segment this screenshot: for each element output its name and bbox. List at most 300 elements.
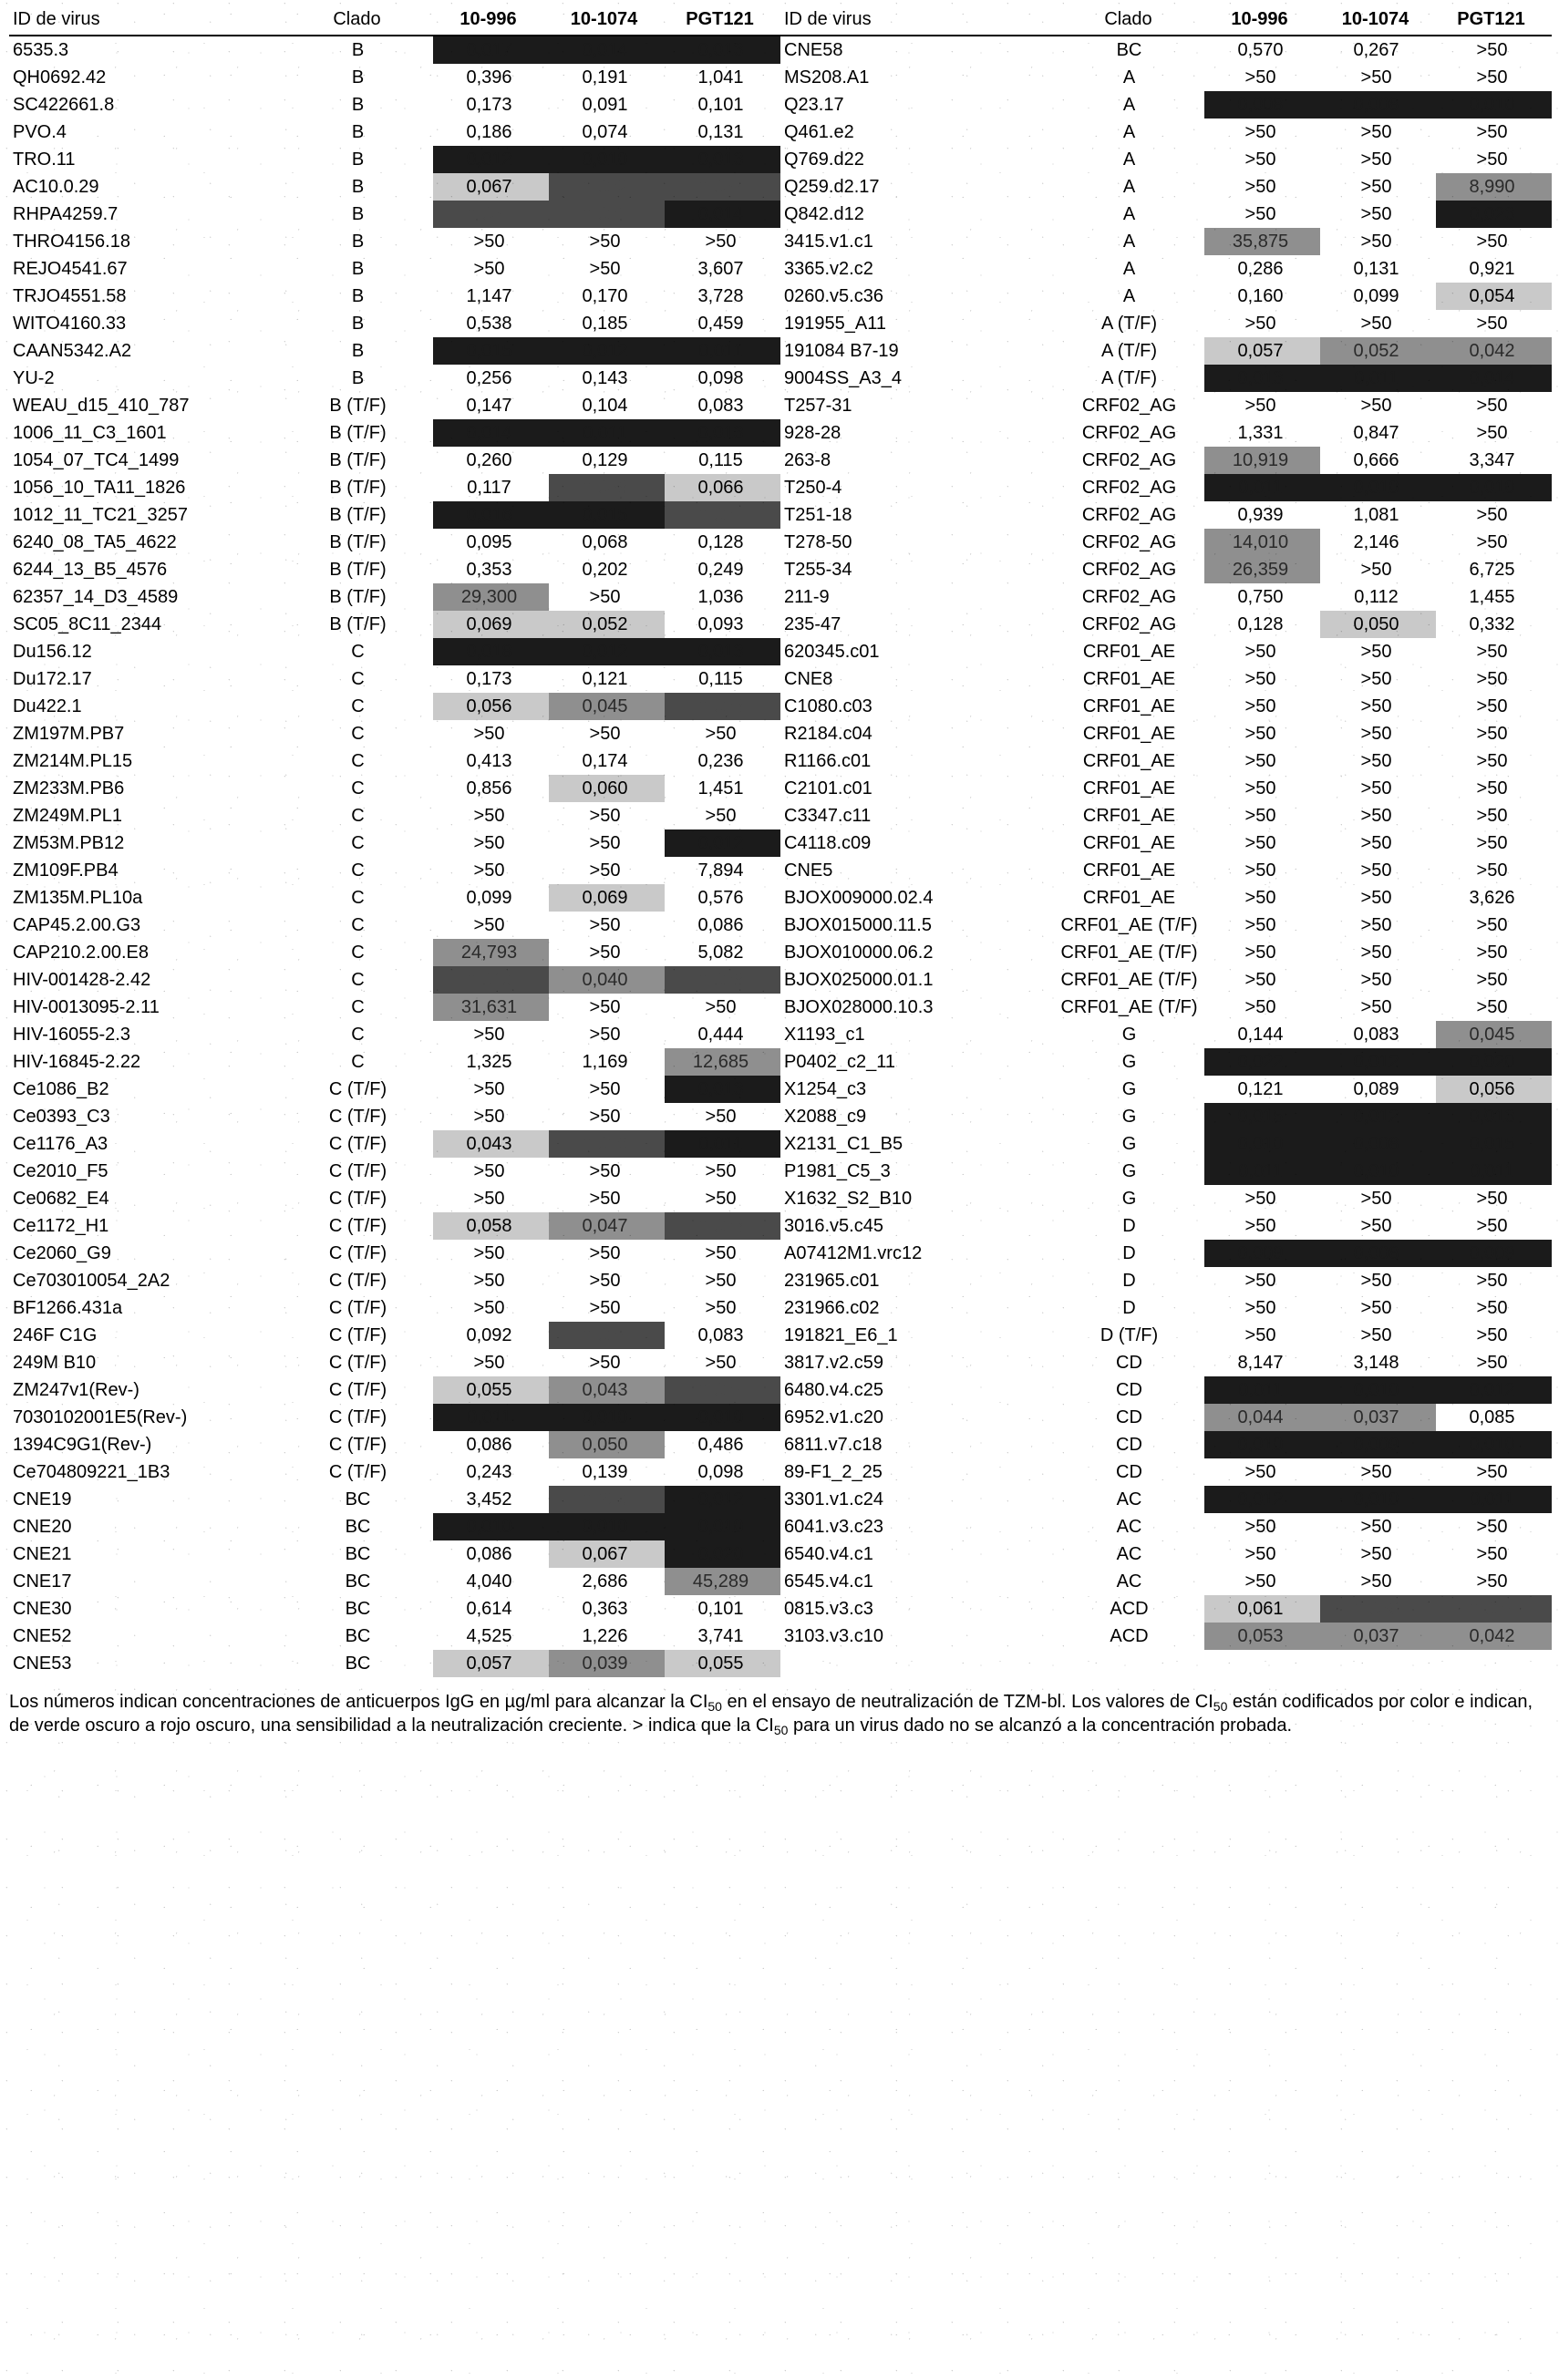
virus-id-cell: HIV-001428-2.42 (13, 970, 151, 990)
table-row (780, 1349, 1552, 1376)
ic50-value-cell: >50 (1204, 775, 1320, 802)
clade-cell: CRF02_AG (1081, 560, 1177, 580)
ic50-value-cell: 0,008 (1204, 91, 1320, 118)
clade-cell: CRF01_AE (1082, 751, 1176, 771)
virus-id-cell: 6545.v4.c1 (784, 1571, 873, 1592)
table-row (9, 118, 780, 146)
ic50-value-cell: 0,038 (549, 474, 665, 501)
clade-cell: A (T/F) (1100, 314, 1158, 334)
ic50-value-cell: >50 (1204, 1212, 1320, 1240)
ic50-value-cell: 0,115 (665, 665, 780, 693)
clade-cell: C (351, 833, 365, 853)
clade-cell: C (351, 997, 365, 1017)
clade-cell: G (1121, 1052, 1137, 1072)
ic50-value-cell: >50 (1320, 1458, 1436, 1486)
ic50-value-cell: 0,099 (1320, 283, 1436, 310)
virus-id-cell: CNE21 (13, 1544, 72, 1564)
table-row (780, 392, 1552, 419)
clade-cell: D (T/F) (1100, 1325, 1159, 1345)
ic50-value-cell: 0,034 (433, 201, 549, 228)
ic50-value-cell: 0,010 (1320, 1486, 1436, 1513)
clade-cell: B (T/F) (329, 478, 387, 498)
ic50-value-cell: 1,226 (549, 1623, 665, 1650)
virus-id-cell: WEAU_d15_410_787 (13, 396, 190, 416)
clade-cell: CRF02_AG (1081, 423, 1177, 443)
virus-id-cell: 1012_11_TC21_3257 (13, 505, 189, 525)
clade-cell: CD (1116, 1462, 1142, 1482)
ic50-value-cell: >50 (1320, 1322, 1436, 1349)
ic50-value-cell: 0,050 (549, 1431, 665, 1458)
ic50-value-cell: 0,015 (1204, 1103, 1320, 1130)
virus-id-cell: 211-9 (784, 587, 830, 607)
ic50-value-cell: >50 (549, 802, 665, 829)
ic50-value-cell: 4,040 (433, 1568, 549, 1595)
clade-cell: C (T/F) (328, 1407, 387, 1427)
ic50-value-cell: 7,894 (665, 857, 780, 884)
ic50-value-cell: >50 (1320, 829, 1436, 857)
ic50-value-cell: 0,012 (433, 146, 549, 173)
table-row (780, 1540, 1552, 1568)
ic50-value-cell: 8,990 (1436, 173, 1552, 201)
ic50-value-cell: 0,020 (1436, 1048, 1552, 1076)
ic50-value-cell: >50 (433, 228, 549, 255)
clade-cell: B (T/F) (329, 505, 387, 525)
table-row (780, 1076, 1552, 1103)
ic50-value-cell: 0,185 (549, 310, 665, 337)
column-header-10-1074: 10-1074 (549, 7, 665, 36)
table-row (9, 1021, 780, 1048)
ic50-value-cell: 24,793 (433, 939, 549, 966)
table-row (9, 1130, 780, 1158)
ic50-value-cell: 0,055 (665, 1650, 780, 1677)
ic50-value-cell: >50 (665, 1103, 780, 1130)
clade-cell: CRF01_AE (1082, 696, 1176, 716)
ic50-value-cell: 0,037 (665, 173, 780, 201)
column-header-10-996: 10-996 (1204, 7, 1320, 36)
virus-id-cell: 6811.v7.c18 (784, 1435, 883, 1455)
ic50-value-cell: 0,008 (1320, 1240, 1436, 1267)
clade-cell: CD (1116, 1353, 1142, 1373)
column-header-virus-id: ID de virus (780, 7, 1054, 36)
ic50-value-cell: >50 (1204, 1458, 1320, 1486)
ic50-value-cell: 0,011 (1320, 365, 1436, 392)
ic50-value-cell: >50 (1436, 36, 1552, 64)
table-row (780, 64, 1552, 91)
virus-id-cell: 1054_07_TC4_1499 (13, 450, 180, 470)
ic50-value-cell: 0,101 (665, 1595, 780, 1623)
ic50-value-cell: 0,043 (433, 1130, 549, 1158)
table-row (9, 1540, 780, 1568)
ic50-value-cell: 0,010 (1436, 1431, 1552, 1458)
virus-id-cell: 3103.v3.c10 (784, 1626, 883, 1646)
clade-cell: D (1122, 1243, 1136, 1263)
ic50-value-cell: 0,099 (433, 884, 549, 912)
ic50-value-cell: >50 (1204, 1513, 1320, 1540)
virus-id-cell: Ce703010054_2A2 (13, 1271, 170, 1291)
table-header-right (780, 7, 1552, 36)
ic50-value-cell: >50 (1204, 310, 1320, 337)
table-row (780, 747, 1552, 775)
clade-cell: C (351, 943, 365, 963)
ic50-value-cell: 0,040 (549, 966, 665, 994)
virus-id-cell: MS208.A1 (784, 67, 870, 88)
ic50-value-cell: >50 (1436, 118, 1552, 146)
ic50-value-cell: >50 (1320, 802, 1436, 829)
ic50-value-cell: 0,012 (1320, 1103, 1436, 1130)
ic50-value-cell: 3,607 (665, 255, 780, 283)
clade-cell: C (T/F) (328, 1462, 387, 1482)
ic50-value-cell: >50 (1320, 912, 1436, 939)
ic50-value-cell: >50 (433, 720, 549, 747)
ic50-value-cell: >50 (433, 1158, 549, 1185)
table-row (9, 419, 780, 447)
ic50-value-cell: 0,066 (665, 474, 780, 501)
ic50-value-cell: 0,174 (549, 747, 665, 775)
virus-id-cell: Ce2060_G9 (13, 1243, 111, 1263)
clade-cell: C (T/F) (328, 1271, 387, 1291)
virus-id-cell: Ce0682_E4 (13, 1189, 109, 1209)
ic50-value-cell: >50 (1204, 994, 1320, 1021)
ic50-value-cell: >50 (1204, 1540, 1320, 1568)
ic50-value-cell: 0,043 (549, 1376, 665, 1404)
ic50-value-cell: 10,919 (1204, 447, 1320, 474)
ic50-value-cell: >50 (1436, 912, 1552, 939)
ic50-value-cell: 0,013 (1436, 1103, 1552, 1130)
virus-id-cell: HIV-16845-2.22 (13, 1052, 141, 1072)
table-row (9, 1240, 780, 1267)
virus-id-cell: CNE53 (13, 1654, 72, 1674)
ic50-value-cell: >50 (1436, 501, 1552, 529)
clade-cell: CRF01_AE (T/F) (1060, 943, 1198, 963)
ic50-value-cell: 0,095 (433, 529, 549, 556)
ic50-value-cell: >50 (1320, 1540, 1436, 1568)
table-row (9, 310, 780, 337)
table-row (780, 1513, 1552, 1540)
clade-cell: G (1121, 1107, 1137, 1127)
virus-id-cell: Ce704809221_1B3 (13, 1462, 170, 1482)
ic50-value-cell: 0,011 (1436, 1158, 1552, 1185)
table-row (780, 638, 1552, 665)
virus-table-right (780, 7, 1552, 1650)
ic50-value-cell: 0,013 (665, 419, 780, 447)
ic50-value-cell: 0,200 (549, 1486, 665, 1513)
column-header-pgt121: PGT121 (665, 7, 780, 36)
virus-id-cell: CNE19 (13, 1489, 72, 1509)
table-row (780, 1294, 1552, 1322)
ic50-value-cell: >50 (1436, 1568, 1552, 1595)
ic50-value-cell: 0,036 (1320, 1595, 1436, 1623)
virus-id-cell: 246F C1G (13, 1325, 98, 1345)
ic50-value-cell: >50 (1436, 1458, 1552, 1486)
ic50-value-cell: 0,666 (1320, 447, 1436, 474)
table-header-left (9, 7, 780, 36)
ic50-value-cell: >50 (1436, 310, 1552, 337)
table-row (780, 1212, 1552, 1240)
header-row (9, 7, 780, 36)
ic50-value-cell: >50 (1320, 665, 1436, 693)
ic50-value-cell: 0,101 (665, 91, 780, 118)
ic50-value-cell: 0,010 (433, 1513, 549, 1540)
ic50-value-cell: 0,614 (433, 1595, 549, 1623)
ic50-value-cell: >50 (1436, 64, 1552, 91)
ic50-value-cell: 0,013 (1204, 365, 1320, 392)
table-row (780, 337, 1552, 365)
clade-cell: C (351, 915, 365, 935)
table-row (780, 1048, 1552, 1076)
ic50-value-cell: 2,146 (1320, 529, 1436, 556)
ic50-value-cell: >50 (1320, 146, 1436, 173)
ic50-value-cell: 0,086 (665, 912, 780, 939)
virus-id-cell: QH0692.42 (13, 67, 107, 88)
footnote-text-b: en el ensayo de neutralización de TZM-bl. Los valores de CI (721, 1692, 1213, 1712)
ic50-value-cell: 0,017 (433, 36, 549, 64)
clade-cell: BC (345, 1489, 371, 1509)
ic50-value-cell: 0,056 (1436, 1076, 1552, 1103)
virus-id-cell: AC10.0.29 (13, 177, 99, 197)
clade-cell: C (T/F) (328, 1079, 387, 1099)
ic50-value-cell: 0,121 (549, 665, 665, 693)
ic50-value-cell: >50 (1320, 857, 1436, 884)
ic50-value-cell: 14,010 (1204, 529, 1320, 556)
ic50-value-cell: 0,011 (549, 419, 665, 447)
ic50-value-cell: 0,027 (549, 1322, 665, 1349)
clade-cell: C (T/F) (328, 1325, 387, 1345)
clade-cell: CD (1116, 1407, 1142, 1427)
ic50-value-cell: >50 (1320, 747, 1436, 775)
ic50-value-cell: >50 (549, 994, 665, 1021)
virus-id-cell: YU-2 (13, 368, 55, 388)
virus-id-cell: CNE20 (13, 1517, 72, 1537)
ic50-value-cell: >50 (1320, 966, 1436, 994)
ic50-value-cell: 0,121 (1204, 1076, 1320, 1103)
virus-id-cell: HIV-16055-2.3 (13, 1025, 130, 1045)
ic50-value-cell: 0,008 (1320, 1130, 1436, 1158)
virus-id-cell: BJOX025000.01.1 (784, 970, 934, 990)
ic50-value-cell: 0,008 (1320, 91, 1436, 118)
table-row (9, 1376, 780, 1404)
ic50-value-cell: >50 (549, 912, 665, 939)
ic50-value-cell: >50 (549, 1021, 665, 1048)
ic50-value-cell: 0,053 (1204, 1623, 1320, 1650)
clade-cell: C (T/F) (328, 1353, 387, 1373)
ic50-value-cell: 0,186 (433, 118, 549, 146)
ic50-value-cell: >50 (1204, 720, 1320, 747)
table-row (780, 1404, 1552, 1431)
virus-id-cell: C4118.c09 (784, 833, 872, 853)
table-row (780, 1103, 1552, 1130)
ic50-value-cell: 0,067 (433, 173, 549, 201)
ic50-value-cell: 0,024 (665, 501, 780, 529)
ic50-value-cell: >50 (665, 802, 780, 829)
virus-id-cell: 928-28 (784, 423, 841, 443)
ic50-value-cell: 0,014 (549, 36, 665, 64)
ic50-value-cell: 1,081 (1320, 501, 1436, 529)
ic50-value-cell: >50 (1320, 64, 1436, 91)
ic50-value-cell: 1,455 (1436, 583, 1552, 611)
ic50-value-cell: 0,018 (433, 638, 549, 665)
table-row (9, 1294, 780, 1322)
virus-id-cell: ZM197M.PB7 (13, 724, 125, 744)
ic50-value-cell: 0,413 (433, 747, 549, 775)
ic50-value-cell: 0,023 (665, 1212, 780, 1240)
ic50-value-cell: >50 (1436, 939, 1552, 966)
ic50-value-cell: 0,027 (1436, 1595, 1552, 1623)
table-row (9, 1076, 780, 1103)
virus-id-cell: THRO4156.18 (13, 232, 130, 252)
ic50-value-cell: 0,058 (433, 1212, 549, 1240)
ic50-value-cell: >50 (1320, 392, 1436, 419)
virus-id-cell: 1056_10_TA11_1826 (13, 478, 186, 498)
ic50-value-cell: 2,686 (549, 1568, 665, 1595)
ic50-value-cell: 1,325 (433, 1048, 549, 1076)
ic50-value-cell: 0,010 (1204, 1130, 1320, 1158)
ic50-value-cell: >50 (1320, 720, 1436, 747)
ic50-value-cell: 3,452 (433, 1486, 549, 1513)
clade-cell: B (351, 368, 365, 388)
clade-cell: A (1122, 67, 1136, 88)
table-footnote (9, 1690, 1550, 1746)
clade-cell: C (T/F) (328, 1107, 387, 1127)
clade-cell: ACD (1110, 1626, 1149, 1646)
ic50-value-cell: 0,045 (1436, 1021, 1552, 1048)
clade-cell: AC (1116, 1571, 1142, 1592)
virus-id-cell: WITO4160.33 (13, 314, 127, 334)
table-row (780, 1185, 1552, 1212)
ic50-value-cell: 0,260 (433, 447, 549, 474)
clade-cell: AC (1116, 1489, 1142, 1509)
clade-cell: D (1122, 1271, 1136, 1291)
table-row (780, 1376, 1552, 1404)
ic50-value-cell: 0,010 (1436, 91, 1552, 118)
clade-cell: G (1121, 1134, 1137, 1154)
virus-id-cell: TRO.11 (13, 149, 76, 170)
ic50-value-cell: 26,359 (1204, 556, 1320, 583)
ic50-value-cell: >50 (433, 912, 549, 939)
ic50-value-cell: 0,173 (433, 665, 549, 693)
ic50-value-cell: >50 (1204, 173, 1320, 201)
footnote-sub-c: 50 (773, 1723, 789, 1737)
clade-cell: A (1122, 232, 1136, 252)
clade-cell: CRF01_AE (1082, 833, 1176, 853)
table-row (9, 802, 780, 829)
clade-cell: BC (1116, 40, 1142, 60)
clade-cell: C (T/F) (328, 1243, 387, 1263)
table-row (9, 1404, 780, 1431)
virus-id-cell: SC05_8C11_2344 (13, 614, 162, 634)
ic50-value-cell: 0,012 (1204, 1486, 1320, 1513)
clade-cell: B (T/F) (329, 396, 387, 416)
virus-id-cell: CAP45.2.00.G3 (13, 915, 141, 935)
ic50-value-cell: >50 (1436, 1294, 1552, 1322)
ic50-value-cell: >50 (1436, 419, 1552, 447)
virus-id-cell: PVO.4 (13, 122, 67, 142)
table-row (9, 1513, 780, 1540)
ic50-value-cell: >50 (549, 1294, 665, 1322)
ic50-value-cell: 0,249 (665, 556, 780, 583)
table-row (9, 228, 780, 255)
ic50-value-cell: 0,486 (665, 1431, 780, 1458)
ic50-value-cell: >50 (549, 829, 665, 857)
table-row (9, 1486, 780, 1513)
table-row (780, 447, 1552, 474)
ic50-value-cell: >50 (433, 1267, 549, 1294)
virus-id-cell: Q23.17 (784, 95, 844, 115)
table-row (9, 884, 780, 912)
ic50-value-cell: 0,444 (665, 1021, 780, 1048)
ic50-value-cell: 0,117 (433, 474, 549, 501)
ic50-value-cell: >50 (1204, 939, 1320, 966)
virus-id-cell: P0402_c2_11 (784, 1052, 895, 1072)
ic50-value-cell: 0,013 (665, 36, 780, 64)
ic50-value-cell: 0,576 (665, 884, 780, 912)
ic50-value-cell: 0,128 (665, 529, 780, 556)
virus-id-cell: CAP210.2.00.E8 (13, 943, 149, 963)
virus-id-cell: 3415.v1.c1 (784, 232, 873, 252)
table-row (780, 857, 1552, 884)
table-row (9, 447, 780, 474)
ic50-value-cell: >50 (1436, 146, 1552, 173)
table-row (780, 1431, 1552, 1458)
virus-id-cell: T257-31 (784, 396, 852, 416)
ic50-value-cell: >50 (433, 829, 549, 857)
ic50-value-cell: 1,331 (1204, 419, 1320, 447)
ic50-value-cell: >50 (1436, 1540, 1552, 1568)
virus-id-cell: 7030102001E5(Rev-) (13, 1407, 188, 1427)
ic50-value-cell: 0,042 (1436, 1623, 1552, 1650)
ic50-value-cell: >50 (1204, 693, 1320, 720)
virus-id-cell: Du156.12 (13, 642, 92, 662)
virus-id-cell: 3301.v1.c24 (784, 1489, 883, 1509)
clade-cell: CRF01_AE (1082, 669, 1176, 689)
table-row (9, 146, 780, 173)
table-row (780, 720, 1552, 747)
clade-cell: CRF02_AG (1081, 450, 1177, 470)
ic50-value-cell: >50 (549, 1076, 665, 1103)
ic50-value-cell: >50 (1436, 1513, 1552, 1540)
clade-cell: CRF01_AE (T/F) (1060, 970, 1198, 990)
virus-id-cell: 231965.c01 (784, 1271, 880, 1291)
virus-id-cell: 249M B10 (13, 1353, 97, 1373)
virus-id-cell: Q842.d12 (784, 204, 864, 224)
ic50-value-cell: >50 (1436, 829, 1552, 857)
ic50-value-cell: 0,040 (433, 966, 549, 994)
table-row (9, 939, 780, 966)
virus-id-cell: 62357_14_D3_4589 (13, 587, 179, 607)
clade-cell: B (T/F) (329, 532, 387, 552)
ic50-value-cell: 0,332 (1436, 611, 1552, 638)
virus-id-cell: 6041.v3.c23 (784, 1517, 883, 1537)
virus-id-cell: X2088_c9 (784, 1107, 867, 1127)
ic50-value-cell: 0,042 (1436, 337, 1552, 365)
table-row (780, 1021, 1552, 1048)
clade-cell: D (1122, 1216, 1136, 1236)
virus-id-cell: CNE30 (13, 1599, 72, 1619)
ic50-value-cell: >50 (433, 1294, 549, 1322)
clade-cell: C (351, 860, 365, 881)
table-row (9, 1048, 780, 1076)
ic50-value-cell: >50 (1436, 1322, 1552, 1349)
table-row (9, 501, 780, 529)
virus-id-cell: T278-50 (784, 532, 852, 552)
clade-cell: C (T/F) (328, 1189, 387, 1209)
clade-cell: CD (1116, 1380, 1142, 1400)
clade-cell: C (T/F) (328, 1435, 387, 1455)
clade-cell: C (351, 751, 365, 771)
ic50-value-cell: 0,012 (549, 638, 665, 665)
clade-cell: CRF02_AG (1081, 614, 1177, 634)
ic50-value-cell: 12,685 (665, 1048, 780, 1076)
ic50-value-cell: >50 (1436, 1349, 1552, 1376)
